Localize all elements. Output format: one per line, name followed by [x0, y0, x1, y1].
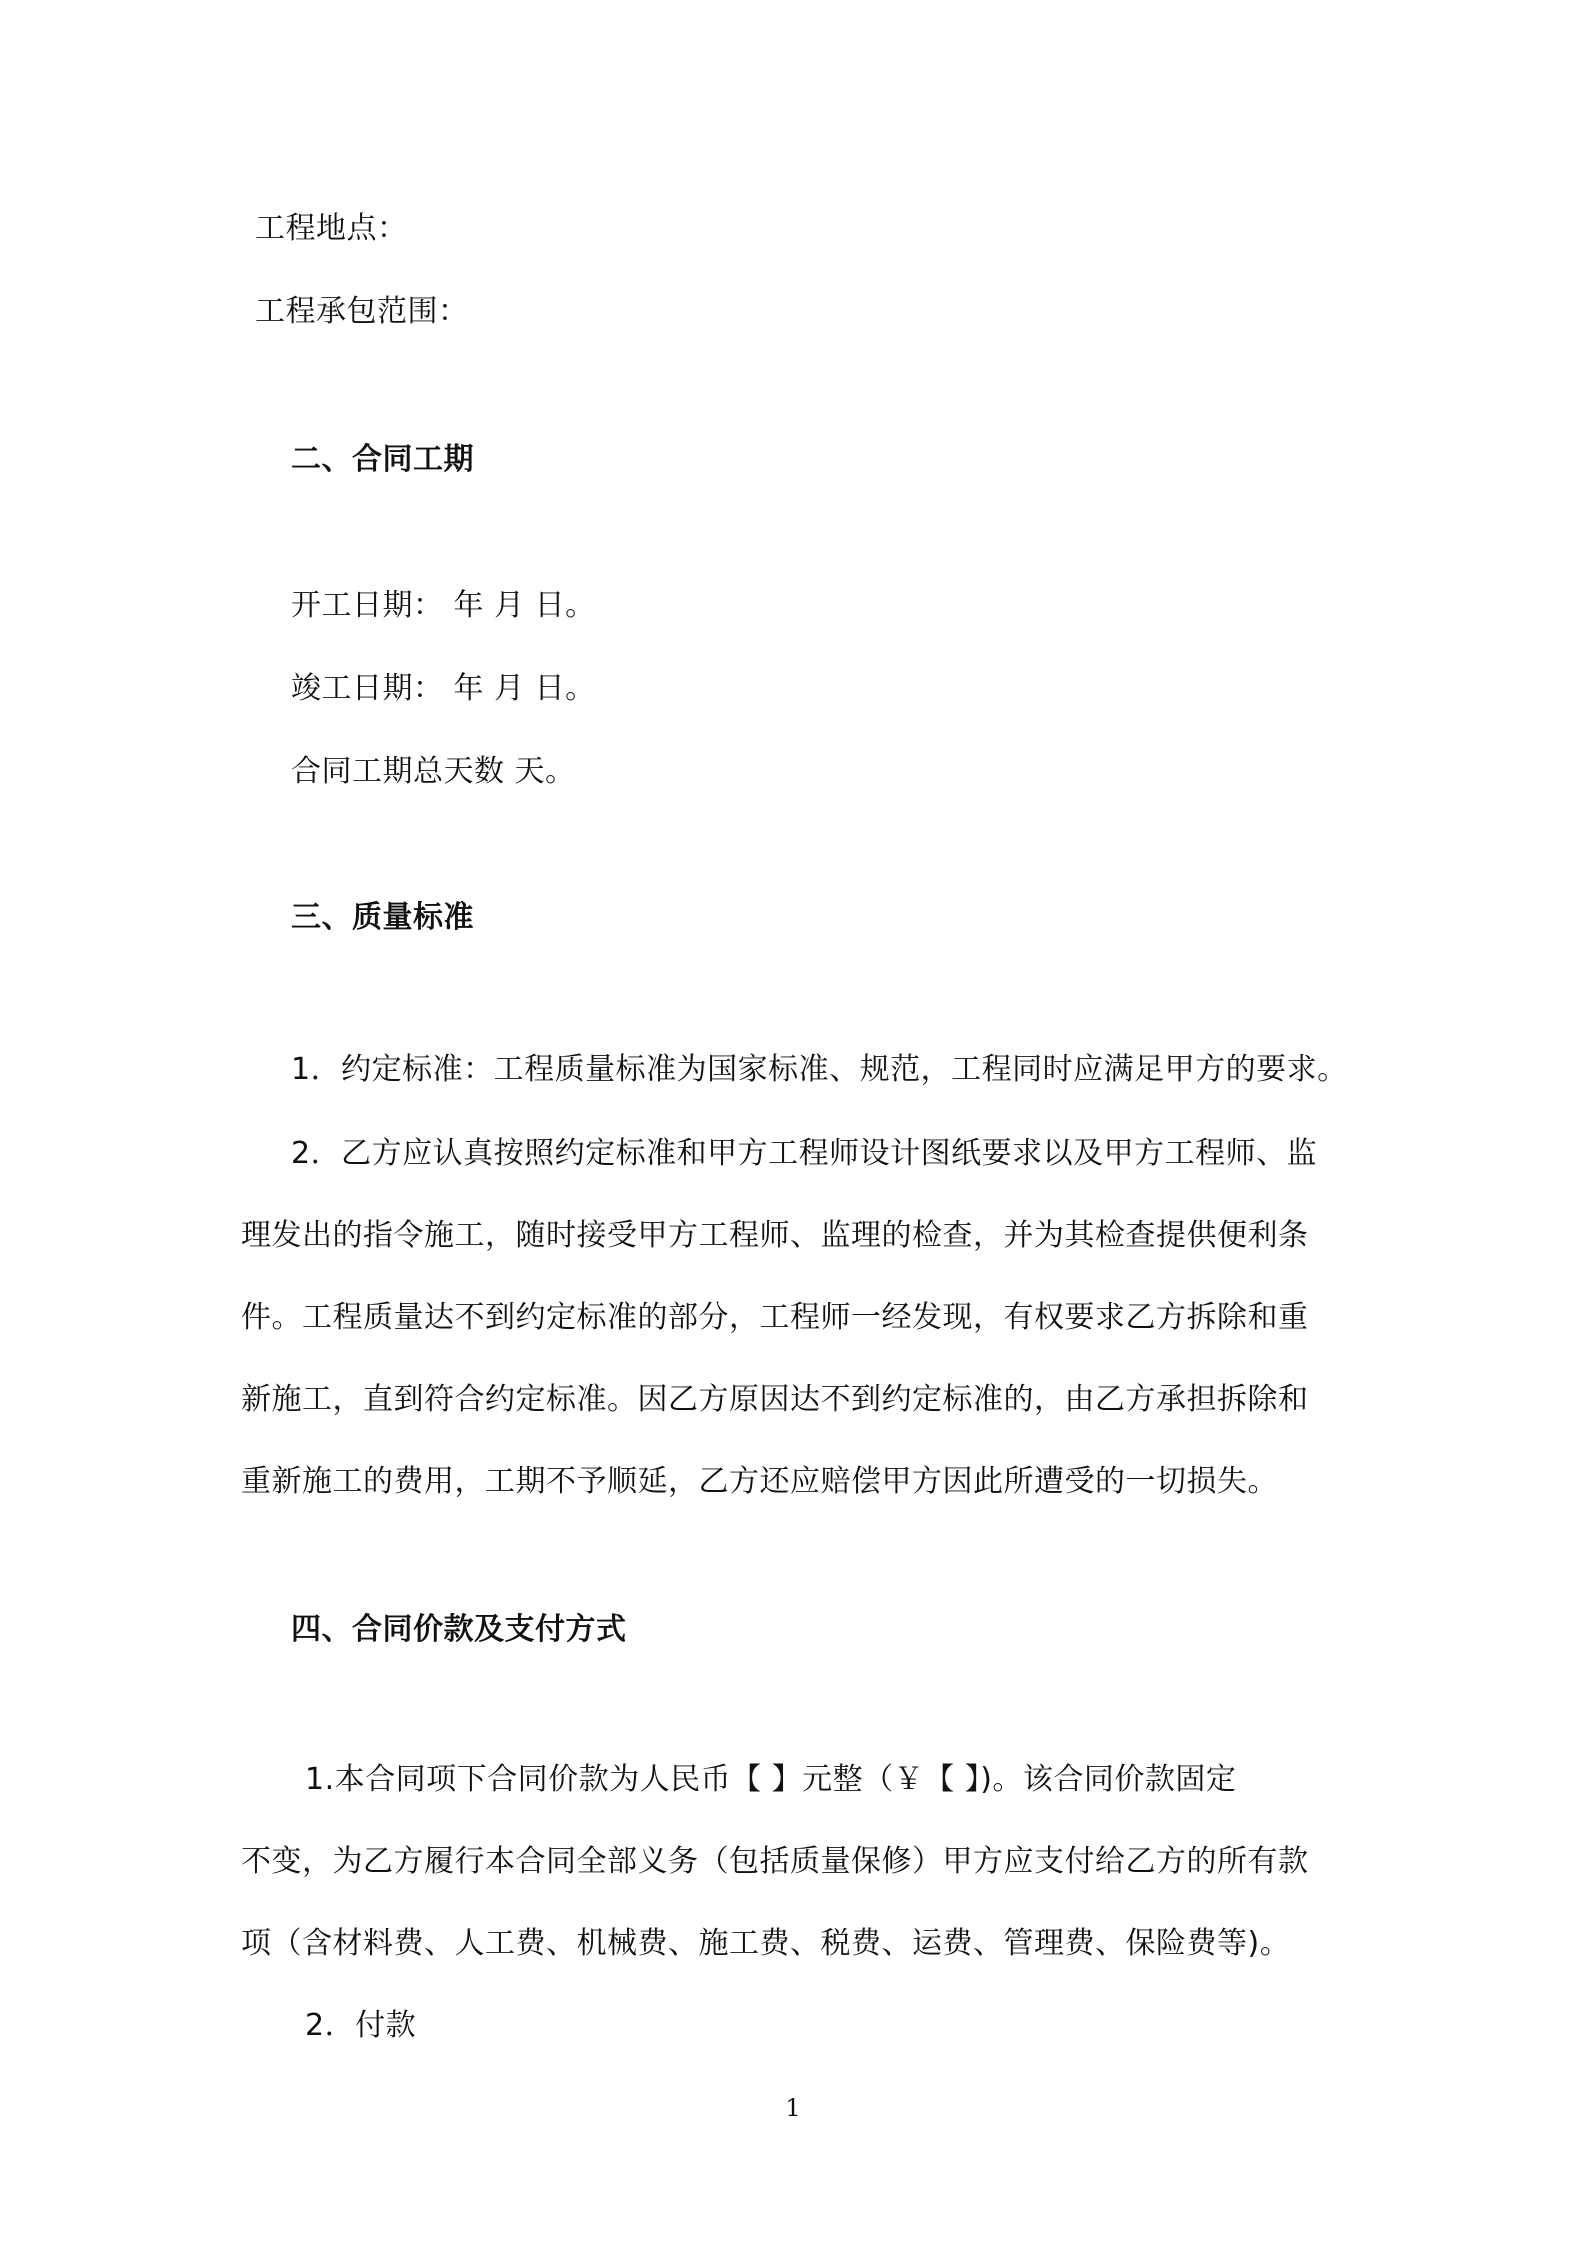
- project-scope-label: 工程承包范围：: [255, 294, 469, 329]
- quality-standard-paragraph-1: 1．约定标准：工程质量标准为国家标准、规范，工程同时应满足甲方的要求。: [291, 1052, 1348, 1087]
- section-2-heading: 二、合同工期: [291, 442, 474, 477]
- end-date-line: 竣工日期： 年 月 日。: [291, 671, 596, 706]
- price-paragraph-line-2: 不变，为乙方履行本合同全部义务（包括质量保修）甲方应支付给乙方的所有款: [241, 1844, 1309, 1879]
- page-number: 1: [785, 2094, 801, 2122]
- quality-paragraph-2-line-3: 件。工程质量达不到约定标准的部分，工程师一经发现，有权要求乙方拆除和重: [241, 1300, 1309, 1335]
- section-3-heading: 三、质量标准: [291, 900, 474, 935]
- section-4-heading: 四、合同价款及支付方式: [291, 1612, 627, 1647]
- price-paragraph-line-1: 1.本合同项下合同价款为人民币【 】元整（￥【 】)。该合同价款固定: [305, 1762, 1237, 1797]
- start-date-line: 开工日期： 年 月 日。: [291, 588, 596, 623]
- project-location-label: 工程地点：: [255, 211, 408, 246]
- quality-paragraph-2-line-2: 理发出的指令施工，随时接受甲方工程师、监理的检查，并为其检查提供便利条: [241, 1218, 1309, 1253]
- total-days-line: 合同工期总天数 天。: [291, 754, 576, 789]
- payment-heading: 2．付款: [305, 2008, 417, 2043]
- quality-paragraph-2-line-4: 新施工，直到符合约定标准。因乙方原因达不到约定标准的，由乙方承担拆除和: [241, 1382, 1309, 1417]
- quality-paragraph-2-line-1: 2．乙方应认真按照约定标准和甲方工程师设计图纸要求以及甲方工程师、监: [291, 1136, 1318, 1171]
- price-paragraph-line-3: 项（含材料费、人工费、机械费、施工费、税费、运费、管理费、保险费等)。: [241, 1926, 1291, 1961]
- quality-paragraph-2-line-5: 重新施工的费用，工期不予顺延，乙方还应赔偿甲方因此所遭受的一切损失。: [241, 1464, 1278, 1499]
